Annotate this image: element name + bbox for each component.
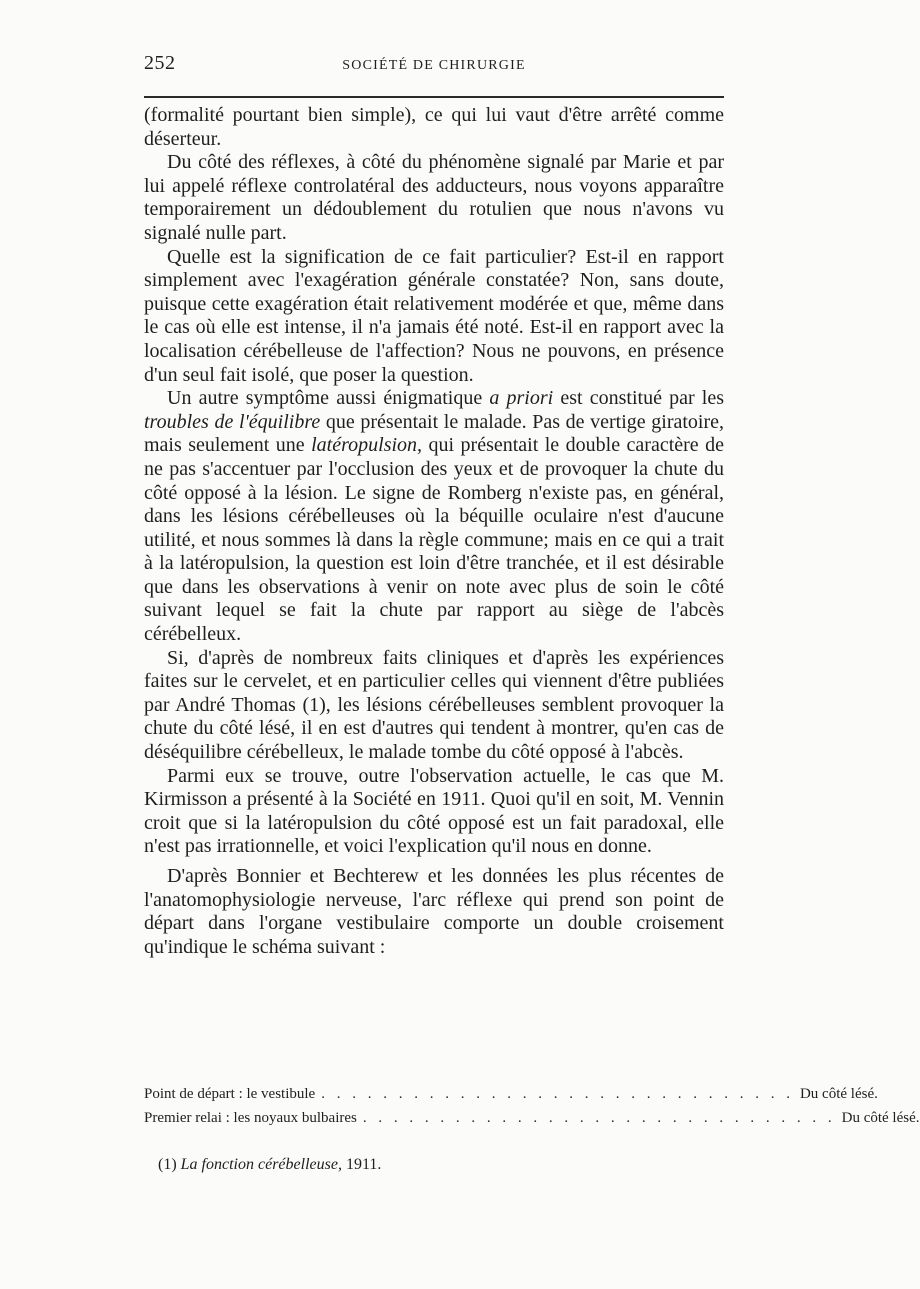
schema-row-value: Du côté lésé. (799, 1086, 878, 1102)
p4-text-c: que présentait le malade. Pas de vertige giratoire, mais seulement une (144, 410, 725, 457)
footnote-year: 1911. (345, 1156, 382, 1173)
p4-text-d: qui présentait le double caractère de ne pas s'accentuer par l'occlusion des yeux et de provoquer la chute du côté opposé à la lésion. Le signe de Romberg n'existe pas, en général, dans les lésions cérébelleuses où la béquille oculaire n'est d'aucune utilité, et nous sommes là dans la règle commune; mais en ce qui a trait à la latéropulsion, la question est loin d'être tranchée, et il est désirable que dans les observations à venir on note avec plus de soin le côté suivant lequel se fait la chute par rapport au siège de l'abcès cérébelleux. (144, 434, 725, 646)
paragraph-6: Parmi eux se trouve, outre l'observation actuelle, le cas que M. Kirmisson a présenté à la Société en 1911. Quoi qu'il en soit, M. Vennin croit que si la latéropulsion du côté opposé est un fait paradoxal, elle n'est pas irrationnelle, et voici l'explication qu'il nous en donne. (144, 764, 724, 858)
p4-italic-troubles: troubles de l'équilibre (144, 410, 321, 433)
header-rule (144, 96, 724, 98)
p4-italic-a-priori: a priori (489, 387, 554, 410)
p4-italic-lateropulsion: latéropulsion, (311, 434, 423, 457)
leader-dots: . . . . . . . . . . . . . . . . . . . . . . . . . . . . . . . (362, 1110, 836, 1126)
schema-row-label: Point de départ : le vestibule (144, 1086, 316, 1102)
schema-row-label: Premier relai : les noyaux bulbaires (144, 1110, 357, 1126)
p4-text-b: est constitué par les (560, 387, 725, 410)
paragraph-1: (formalité pourtant bien simple), ce qui lui vaut d'être arrêté comme déserteur. (144, 104, 724, 150)
schema-row-value: Du côté lésé. (841, 1110, 920, 1126)
body-text (144, 104, 724, 959)
footnote-title: La fonction cérébelleuse, (180, 1156, 342, 1173)
schema-table (144, 1082, 920, 1130)
p4-text-a: Un autre symptôme aussi énigmatique (167, 387, 483, 410)
footnote (158, 1156, 724, 1174)
paragraph-2: Du côté des réflexes, à côté du phénomène signalé par Marie et par lui appelé réflexe controlatéral des adducteurs, nous voyons apparaître temporairement un dédoublement du rotulien que nous n'avons vu signalé nulle part. (144, 151, 724, 244)
paragraph-3: Quelle est la signification de ce fait particulier? Est-il en rapport simplement avec l'exagération générale constatée? Non, sans doute, puisque cette exagération était relativement modérée et que, même dans le cas où elle est intense, il n'a jamais été noté. Est-il en rapport avec la localisation cérébelleuse de l'affection? Nous ne pouvons, en présence d'un seul fait isolé, que poser la question. (144, 245, 724, 386)
running-title: SOCIÉTÉ DE CHIRURGIE (342, 58, 526, 73)
schema-row (144, 1106, 920, 1130)
footnote-marker: (1) (158, 1156, 177, 1173)
paragraph-7: D'après Bonnier et Bechterew et les données les plus récentes de l'anatomophysiologie nerveuse, l'arc réflexe qui prend son point de départ dans l'organe vestibulaire comporte un double croisement qu'indique le schéma suivant : (144, 865, 724, 958)
page-header (144, 52, 724, 82)
schema-row (144, 1082, 878, 1106)
page-number: 252 (144, 52, 176, 74)
paragraph-5: Si, d'après de nombreux faits cliniques et d'après les expériences faites sur le cervelet, et en particulier celles qui viennent d'être publiées par André Thomas (1), les lésions cérébelleuses semblent provoquer la chute du côté lésé, il en est d'autres qui tendent à montrer, qu'en cas de déséquilibre cérébelleux, le malade tombe du côté opposé à l'abcès. (144, 646, 724, 764)
paragraph-4 (144, 387, 724, 647)
leader-dots: . . . . . . . . . . . . . . . . . . . . . . . . . . . . . . . (321, 1086, 794, 1102)
